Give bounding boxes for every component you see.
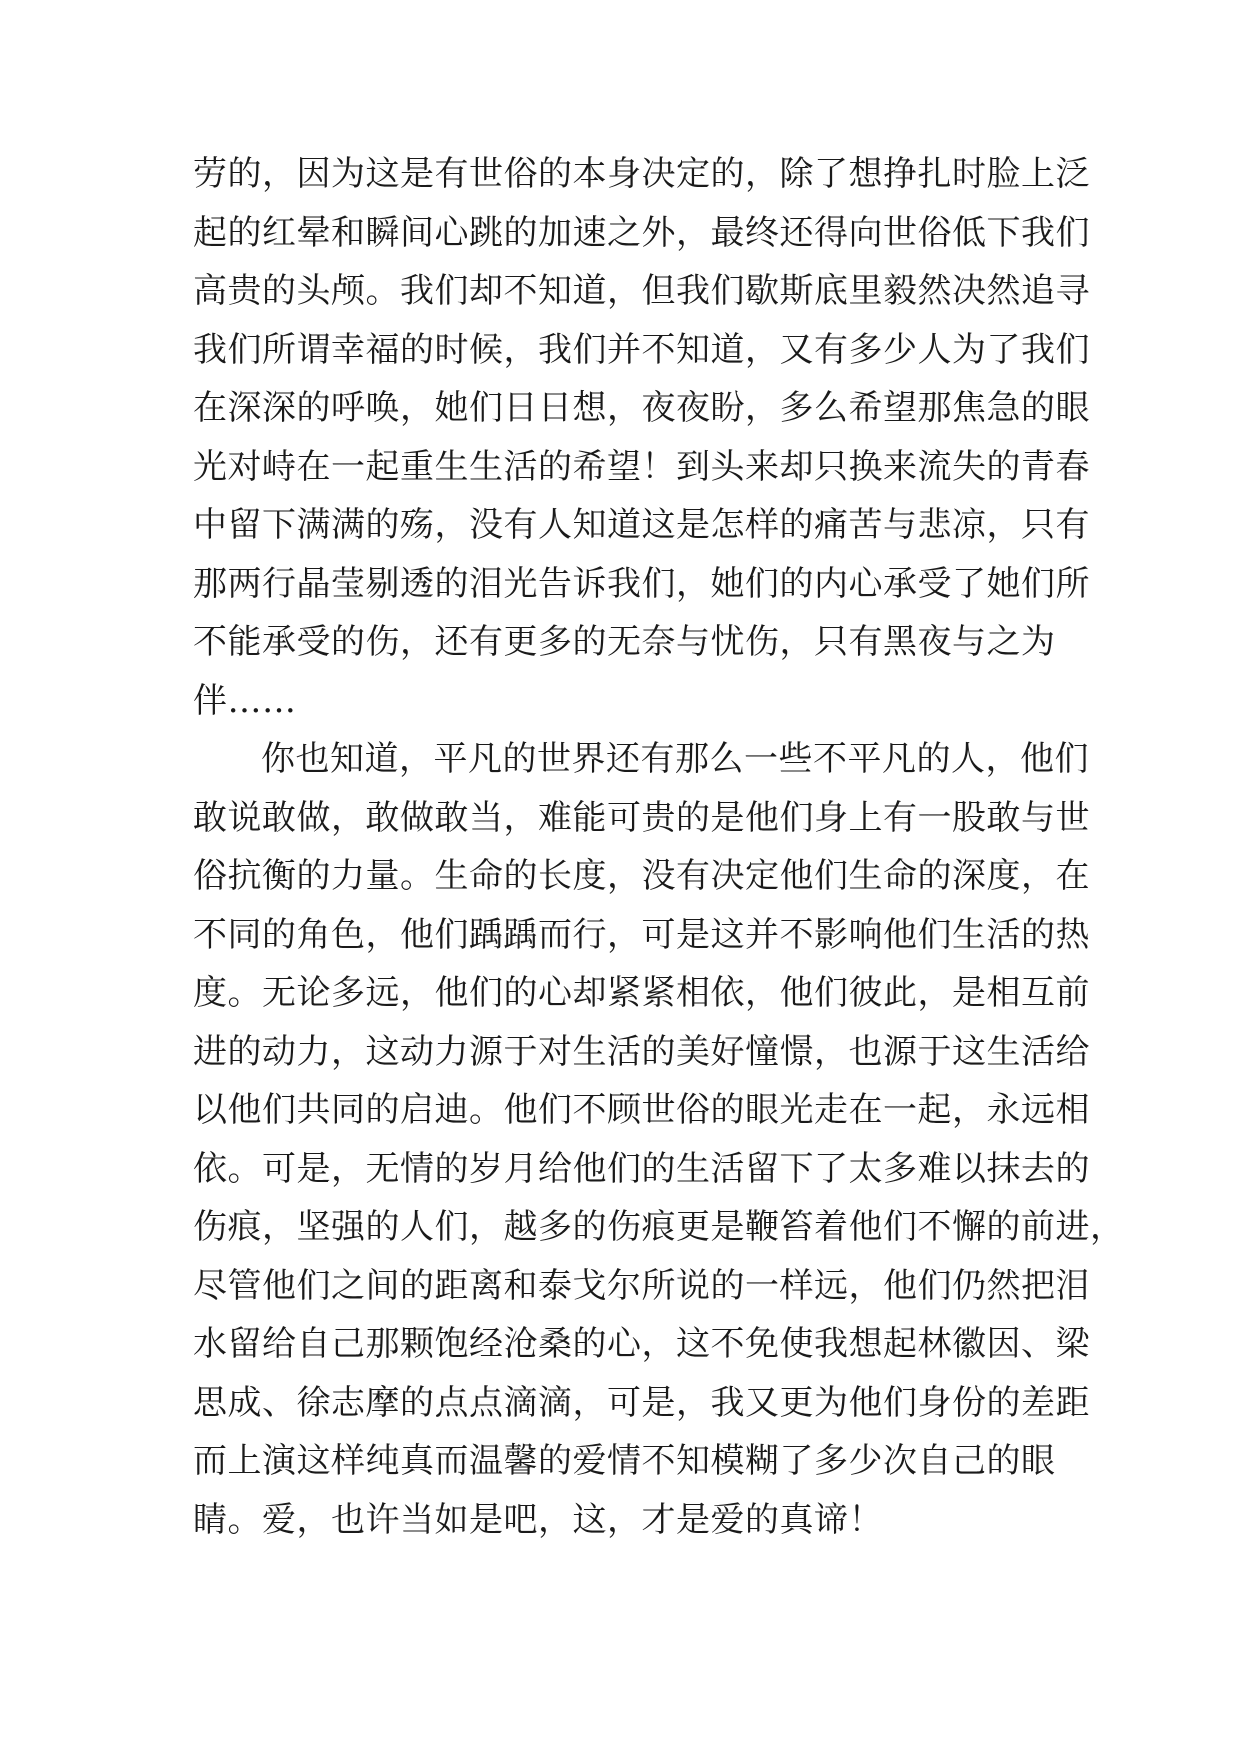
text-line: 不同的角色，他们踽踽而行，可是这并不影响他们生活的热 [193, 914, 1090, 955]
text-line: 中留下满满的殇，没有人知道这是怎样的痛苦与悲凉，只有 [193, 505, 1090, 545]
paragraph-1 [193, 145, 1090, 730]
text-line: 以他们共同的启迪。他们不顾世俗的眼光走在一起，永远相 [193, 1090, 1090, 1130]
text-line: 水留给自己那颗饱经沧桑的心，这不免使我想起林徽因、梁 [193, 1324, 1090, 1364]
text-line: 我们所谓幸福的时候，我们并不知道，又有多少人为了我们 [193, 329, 1090, 370]
text-line: 进的动力，这动力源于对生活的美好憧憬，也源于这生活给 [193, 1031, 1090, 1072]
text-line: 思成、徐志摩的点点滴滴，可是，我又更为他们身份的差距 [193, 1382, 1090, 1423]
text-line: 伤痕，坚强的人们，越多的伤痕更是鞭笞着他们不懈的前进， [193, 1207, 1125, 1247]
text-line: 不能承受的伤，还有更多的无奈与忧伤，只有黑夜与之为 [193, 622, 1056, 662]
paragraph-2 [193, 730, 1125, 1549]
text-line: 劳的，因为这是有世俗的本身决定的，除了想挣扎时脸上泛 [193, 154, 1090, 194]
text-line: 敢说敢做，敢做敢当，难能可贵的是他们身上有一股敢与世 [193, 797, 1090, 838]
text-line: 俗抗衡的力量。生命的长度，没有决定他们生命的深度，在 [193, 856, 1090, 896]
text-line: 你也知道，平凡的世界还有那么一些不平凡的人，他们 [261, 739, 1089, 779]
text-line: 起的红晕和瞬间心跳的加速之外，最终还得向世俗低下我们 [193, 212, 1090, 253]
text-line: 高贵的头颅。我们却不知道，但我们歇斯底里毅然决然追寻 [193, 271, 1090, 311]
text-line: 在深深的呼唤，她们日日想，夜夜盼，多么希望那焦急的眼 [193, 388, 1090, 428]
text-line: 睛。爱，也许当如是吧，这，才是爱的真谛！ [193, 1499, 883, 1540]
text-line: 光对峙在一起重生生活的希望！到头来却只换来流失的青春 [193, 446, 1090, 487]
text-line: 依。可是，无情的岁月给他们的生活留下了太多难以抹去的 [193, 1148, 1090, 1189]
text-line: 度。无论多远，他们的心却紧紧相依，他们彼此，是相互前 [193, 973, 1090, 1013]
body-text [193, 145, 1125, 1549]
text-line: 那两行晶莹剔透的泪光告诉我们，她们的内心承受了她们所 [193, 563, 1090, 604]
text-line: 而上演这样纯真而温馨的爱情不知模糊了多少次自己的眼 [193, 1441, 1056, 1481]
text-line: 尽管他们之间的距离和泰戈尔所说的一样远，他们仍然把泪 [193, 1265, 1090, 1306]
text-line: 伴…… [193, 680, 297, 721]
